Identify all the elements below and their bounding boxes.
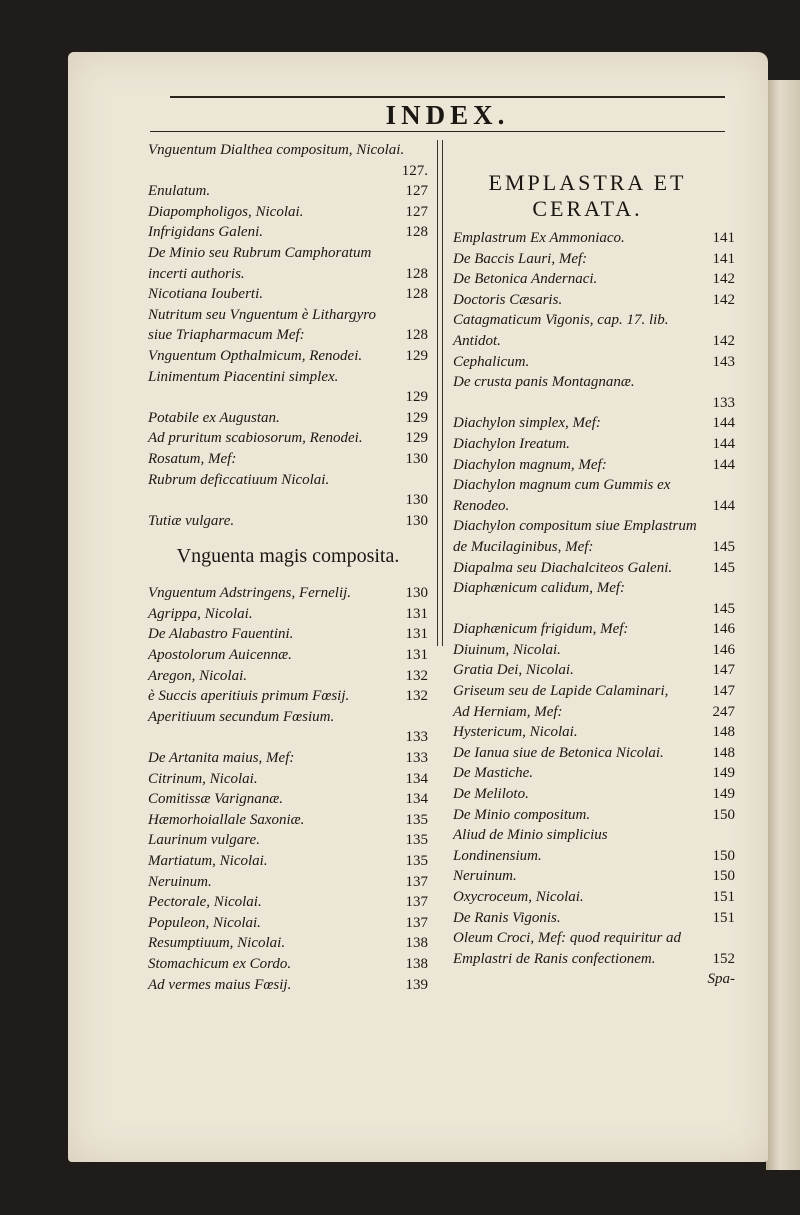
index-entry: [453, 866, 735, 887]
entry-title: Diapalma seu Diachalciteos Galeni.: [453, 559, 673, 576]
entry-title: Diachylon magnum cum Gummis ex Renodeo.: [453, 477, 671, 514]
entry-page-number: 131: [405, 626, 428, 643]
entry-page-number: 133: [405, 729, 428, 746]
entry-page-number: 142: [712, 291, 735, 308]
entry-page-number: 144: [712, 497, 735, 514]
entry-page-number: 130: [405, 585, 428, 602]
index-entry: [453, 887, 735, 908]
entry-title: Diachylon compositum siue Emplastrum de Mucilaginibus, Mef:: [453, 518, 697, 555]
entry-title: Diaphænicum frigidum, Mef:: [453, 621, 629, 638]
entry-title: Citrinum, Nicolai.: [148, 770, 258, 787]
entry-title: Diachylon simplex, Mef:: [453, 415, 601, 432]
entry-page-number: 128: [405, 265, 428, 282]
entry-page-number: 137: [405, 873, 428, 890]
entry-page-number: 141: [712, 250, 735, 267]
entry-title: Gratia Dei, Nicolai.: [453, 662, 574, 679]
section-heading-vnguenta: Vnguenta magis composita.: [176, 545, 400, 568]
entry-title: Comitissæ Varignanæ.: [148, 791, 284, 808]
index-entry: [453, 372, 735, 393]
entry-page-number: 131: [405, 647, 428, 664]
index-entry: [148, 408, 428, 429]
entry-page-number: 145: [712, 600, 735, 617]
index-entry: [453, 352, 735, 373]
index-entry: [148, 284, 428, 305]
index-entry: [453, 805, 735, 826]
entry-title: De Ianua siue de Betonica Nicolai.: [453, 744, 664, 761]
entry-page-number: 131: [405, 605, 428, 622]
index-entry: [148, 624, 428, 645]
column-divider: [437, 140, 443, 646]
entry-title: Rosatum, Mef:: [148, 450, 237, 467]
entry-title: De Mastiche.: [453, 765, 533, 782]
index-entry: [148, 140, 428, 161]
entry-title: De Meliloto.: [453, 786, 529, 803]
entry-title: Oleum Croci, Mef: quod requiritur ad Emplastri de Ranis confectionem.: [453, 930, 682, 967]
entry-title: Diaphænicum calidum, Mef:: [453, 580, 626, 597]
index-entry: [148, 810, 428, 831]
entry-page-number: 130: [405, 492, 428, 509]
index-entry: [148, 748, 428, 769]
entry-title: De Betonica Andernaci.: [453, 271, 598, 288]
right-index-list: [453, 228, 735, 969]
entry-page-number: 137: [405, 894, 428, 911]
index-entry: [453, 228, 735, 249]
entry-title: Diachylon magnum, Mef:: [453, 456, 607, 473]
page-title: INDEX.: [385, 100, 510, 130]
index-entry: [453, 249, 735, 270]
entry-title: Diapompholigos, Nicolai.: [148, 203, 304, 220]
index-entry: [148, 830, 428, 851]
entry-page-number: 149: [712, 786, 735, 803]
entry-title: Potabile ex Augustan.: [148, 409, 280, 426]
index-entry: [453, 393, 735, 414]
entry-title: Doctoris Cæsaris.: [453, 291, 563, 308]
entry-title: Ad pruritum scabiosorum, Renodei.: [148, 430, 363, 447]
index-entry: [453, 578, 735, 599]
index-entry: [148, 954, 428, 975]
entry-page-number: 152: [712, 950, 735, 967]
index-entry: [148, 707, 428, 728]
entry-page-number: 151: [712, 909, 735, 926]
index-entry: [148, 645, 428, 666]
index-entry: [453, 702, 735, 723]
entry-title: Neruinum.: [148, 873, 212, 890]
entry-title: De Minio seu Rubrum Camphoratum incerti authoris.: [148, 244, 372, 282]
index-entry: [453, 763, 735, 784]
index-entry: [453, 413, 735, 434]
left-index-list-2: [148, 583, 428, 995]
index-entry: [453, 660, 735, 681]
entry-page-number: 150: [712, 868, 735, 885]
entry-title: Oxycroceum, Nicolai.: [453, 889, 584, 905]
entry-title: Resumptiuum, Nicolai.: [148, 935, 286, 952]
entry-page-number: 147: [712, 662, 735, 679]
entry-title: Hystericum, Nicolai.: [453, 724, 578, 741]
entry-title: Diachylon Ireatum.: [453, 435, 570, 452]
entry-page-number: 127.: [401, 162, 428, 179]
entry-title: Griseum seu de Lapide Calaminari,: [453, 683, 669, 700]
entry-title: Vnguentum Opthalmicum, Renodei.: [148, 347, 363, 364]
entry-page-number: 135: [405, 832, 428, 849]
index-entry: [453, 455, 735, 476]
index-entry: [148, 490, 428, 511]
entry-title: Agrippa, Nicolai.: [148, 605, 253, 622]
index-entry: [148, 789, 428, 810]
entry-page-number: 129: [405, 430, 428, 447]
header-rule: [170, 96, 725, 98]
index-entry: [148, 872, 428, 893]
index-entry: [148, 686, 428, 707]
entry-page-number: 148: [712, 744, 735, 761]
left-index-list: [148, 140, 428, 531]
entry-page-number: 138: [405, 935, 428, 952]
index-entry: [148, 243, 428, 284]
index-entry: [148, 666, 428, 687]
index-entry: [148, 181, 428, 202]
entry-page-number: 129: [405, 409, 428, 426]
index-entry: [453, 722, 735, 743]
entry-title: De Artanita maius, Mef:: [148, 750, 295, 767]
entry-title: Ad Herniam, Mef:: [453, 703, 563, 720]
entry-page-number: 137: [405, 914, 428, 931]
entry-title: Laurinum vulgare.: [148, 832, 260, 849]
entry-title: Pectorale, Nicolai.: [148, 894, 262, 911]
right-column: [453, 228, 735, 990]
index-entry: [148, 975, 428, 996]
entry-title: Vnguentum Dialthea compositum, Nicolai.: [148, 142, 405, 158]
index-entry: [453, 743, 735, 764]
entry-title: Neruinum.: [453, 868, 517, 885]
index-entry: [453, 310, 735, 351]
index-entry: [453, 475, 735, 516]
index-entry: [453, 928, 735, 969]
entry-title: Diuinum, Nicolai.: [453, 641, 561, 658]
entry-page-number: 130: [405, 512, 428, 529]
entry-page-number: 146: [712, 621, 735, 638]
entry-page-number: 151: [712, 889, 735, 905]
entry-title: Enulatum.: [148, 183, 211, 200]
entry-title: Vnguentum Adstringens, Fernelij.: [148, 585, 352, 602]
index-entry: [148, 583, 428, 604]
index-entry: [453, 558, 735, 579]
entry-page-number: 128: [405, 286, 428, 303]
index-entry: [453, 681, 735, 702]
entry-title: Cephalicum.: [453, 353, 530, 370]
entry-title: De Baccis Lauri, Mef:: [453, 250, 588, 267]
entry-title: Stomachicum ex Cordo.: [148, 955, 292, 972]
entry-page-number: 128: [405, 224, 428, 241]
index-entry: [148, 892, 428, 913]
entry-title: Ad vermes maius Fœsij.: [148, 976, 292, 993]
entry-title: De Alabastro Fauentini.: [148, 626, 294, 643]
emplastra-heading: EMPLASTRA ET CERATA.: [488, 170, 687, 221]
index-entry: [148, 933, 428, 954]
index-entry: [453, 269, 735, 290]
entry-page-number: 145: [712, 559, 735, 576]
index-entry: [148, 367, 428, 388]
entry-page-number: 133: [712, 394, 735, 411]
entry-title: Aregon, Nicolai.: [148, 667, 248, 684]
entry-page-number: 127: [405, 183, 428, 200]
index-entry: [453, 516, 735, 557]
index-entry: [453, 434, 735, 455]
entry-page-number: 143: [712, 353, 735, 370]
entry-page-number: 144: [712, 456, 735, 473]
entry-page-number: 127: [405, 203, 428, 220]
entry-page-number: 144: [712, 435, 735, 452]
entry-page-number: 144: [712, 415, 735, 432]
entry-page-number: 141: [712, 230, 735, 246]
index-entry: [453, 290, 735, 311]
index-entry: [148, 346, 428, 367]
entry-page-number: 133: [405, 750, 428, 767]
adjacent-page-edge: [766, 80, 800, 1170]
entry-page-number: 147: [712, 683, 735, 700]
index-entry: [453, 599, 735, 620]
entry-page-number: 129: [405, 389, 428, 406]
entry-title: De Minio compositum.: [453, 806, 591, 823]
index-entry: [148, 428, 428, 449]
entry-title: Aperitiuum secundum Fœsium.: [148, 708, 335, 725]
entry-page-number: 149: [712, 765, 735, 782]
entry-page-number: 247: [712, 703, 735, 720]
entry-title: Tutiæ vulgare.: [148, 512, 235, 529]
entry-page-number: 145: [712, 538, 735, 555]
entry-page-number: 135: [405, 811, 428, 828]
entry-page-number: 132: [405, 688, 428, 705]
index-entry: [453, 908, 735, 929]
index-entry: [148, 727, 428, 748]
index-entry: [148, 387, 428, 408]
index-entry: [148, 449, 428, 470]
index-entry: [148, 222, 428, 243]
index-entry: [148, 851, 428, 872]
index-entry: [148, 470, 428, 491]
entry-title: Populeon, Nicolai.: [148, 914, 261, 931]
entry-page-number: 146: [712, 641, 735, 658]
index-entry: [148, 913, 428, 934]
entry-title: Rubrum deficcatiuum Nicolai.: [148, 471, 330, 488]
entry-page-number: 148: [712, 724, 735, 741]
entry-page-number: 129: [405, 347, 428, 364]
entry-title: è Succis aperitiuis primum Fœsij.: [148, 688, 350, 705]
entry-page-number: 132: [405, 667, 428, 684]
entry-page-number: 134: [405, 791, 428, 808]
entry-title: Aliud de Minio simplicius Londinensium.: [453, 827, 608, 864]
entry-title: Catagmaticum Vigonis, cap. 17. lib. Antidot.: [453, 312, 669, 349]
entry-page-number: 150: [712, 847, 735, 864]
index-entry: [148, 604, 428, 625]
entry-title: Emplastrum Ex Ammoniaco.: [453, 230, 625, 246]
entry-page-number: 150: [712, 806, 735, 823]
index-entry: [453, 825, 735, 866]
catchword: Spa-: [707, 971, 735, 988]
entry-title: De Ranis Vigonis.: [453, 909, 561, 926]
index-entry: [453, 784, 735, 805]
index-entry: [148, 305, 428, 346]
left-column: [148, 140, 428, 995]
index-entry: [148, 202, 428, 223]
index-entry: [453, 619, 735, 640]
entry-page-number: 138: [405, 955, 428, 972]
index-entry: [148, 769, 428, 790]
entry-title: Nicotiana Iouberti.: [148, 286, 263, 303]
entry-title: Nutritum seu Vnguentum è Lithargyro siue Triapharmacum Mef:: [148, 306, 377, 344]
entry-page-number: 128: [405, 327, 428, 344]
entry-title: Hæmorhoiallale Saxoniæ.: [148, 811, 305, 828]
index-entry: [453, 640, 735, 661]
entry-title: Martiatum, Nicolai.: [148, 853, 268, 869]
entry-title: Apostolorum Auicennæ.: [148, 647, 292, 664]
index-entry: [148, 511, 428, 532]
entry-page-number: 142: [712, 332, 735, 349]
entry-page-number: 130: [405, 450, 428, 467]
index-entry: [148, 161, 428, 182]
entry-page-number: 139: [405, 976, 428, 993]
entry-title: Infrigidans Galeni.: [148, 224, 263, 241]
entry-page-number: 135: [405, 853, 428, 869]
entry-title: Linimentum Piacentini simplex.: [148, 368, 339, 385]
entry-title: De crusta panis Montagnanæ.: [453, 374, 635, 391]
title-rule: [150, 131, 725, 132]
entry-page-number: 134: [405, 770, 428, 787]
entry-page-number: 142: [712, 271, 735, 288]
